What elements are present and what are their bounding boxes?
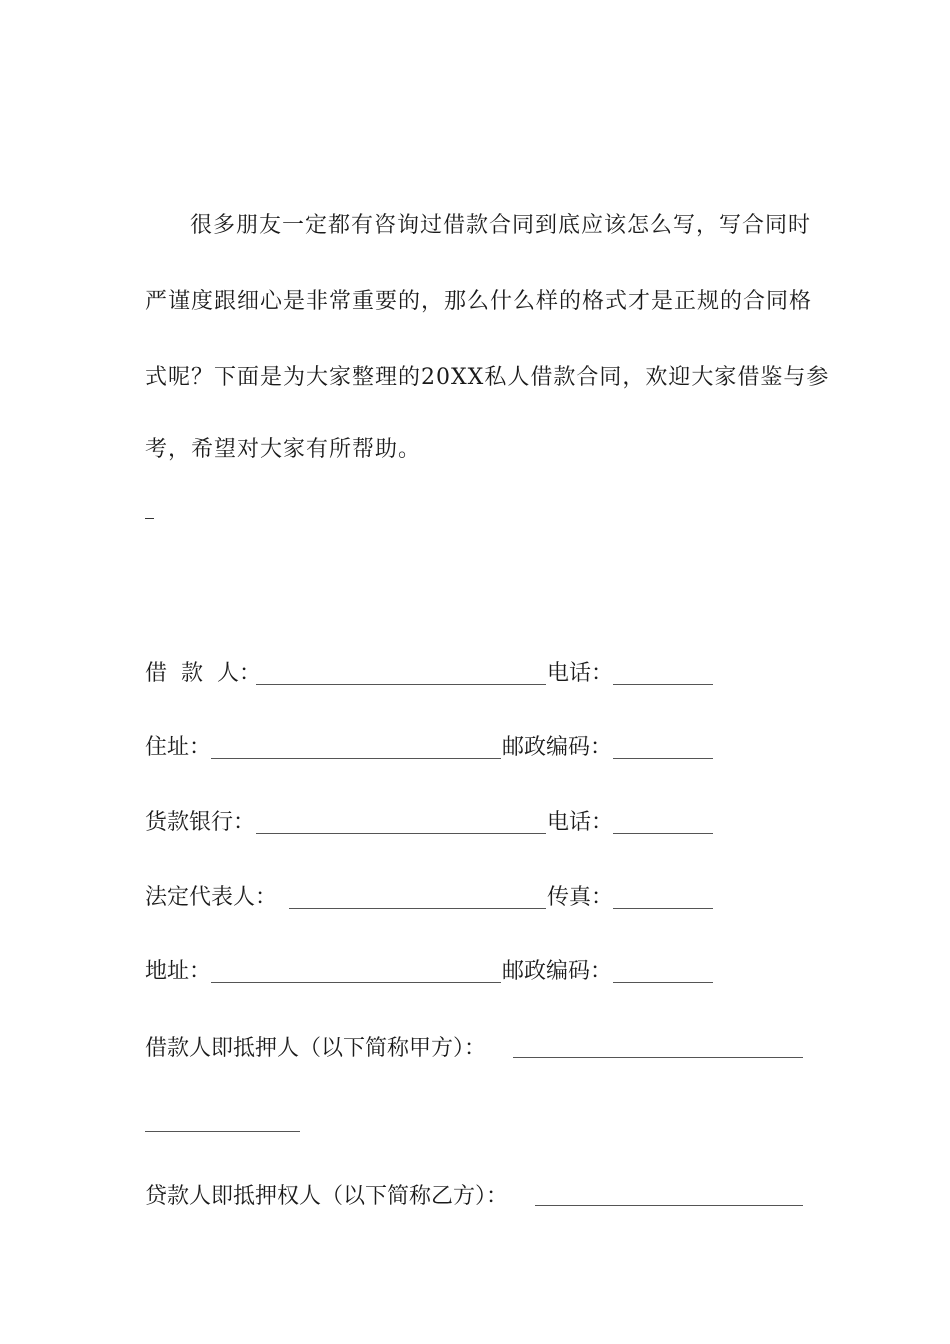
legal-rep-blank[interactable]: [289, 908, 546, 909]
fax-blank[interactable]: [613, 908, 713, 909]
postcode-label-2: 邮政编码：: [502, 959, 613, 984]
party-b-blank[interactable]: [535, 1205, 803, 1206]
bank-blank[interactable]: [256, 833, 546, 834]
party-b-label: 贷款人即抵押权人（以下简称乙方）：: [145, 1184, 509, 1209]
bank-label: 货款银行：: [145, 810, 256, 835]
party-a-label: 借款人即抵押人（以下简称甲方）：: [145, 1036, 487, 1061]
address-label-2: 地址：: [145, 959, 212, 984]
intro-line-4: 考，希望对大家有所帮助。: [145, 437, 422, 462]
party-b-row: [145, 1183, 805, 1211]
phone-blank-2[interactable]: [613, 833, 713, 834]
postcode-blank-2[interactable]: [613, 982, 713, 983]
party-a-row: [145, 1035, 805, 1063]
phone-label-1: 电话：: [547, 661, 614, 686]
address-label-1: 住址：: [145, 735, 212, 760]
dash-mark: [145, 518, 154, 519]
party-a-blank-continued[interactable]: [145, 1131, 300, 1132]
intro-line-3: 式呢？下面是为大家整理的20XX私人借款合同，欢迎大家借鉴与参: [145, 365, 830, 390]
party-a-blank[interactable]: [513, 1057, 803, 1058]
postcode-label-1: 邮政编码：: [502, 735, 613, 760]
phone-label-2: 电话：: [547, 810, 614, 835]
address-blank-1[interactable]: [211, 758, 501, 759]
intro-line-1: 很多朋友一定都有咨询过借款合同到底应该怎么写，写合同时: [190, 213, 812, 238]
legal-rep-label: 法定代表人：: [145, 885, 278, 910]
postcode-blank-1[interactable]: [613, 758, 713, 759]
borrower-label: 借 款 人：: [145, 661, 261, 686]
intro-line-2: 严谨度跟细心是非常重要的，那么什么样的格式才是正规的合同格: [145, 289, 813, 314]
fax-label: 传真：: [547, 885, 614, 910]
phone-blank-1[interactable]: [613, 684, 713, 685]
address-blank-2[interactable]: [211, 982, 501, 983]
borrower-blank[interactable]: [256, 684, 546, 685]
